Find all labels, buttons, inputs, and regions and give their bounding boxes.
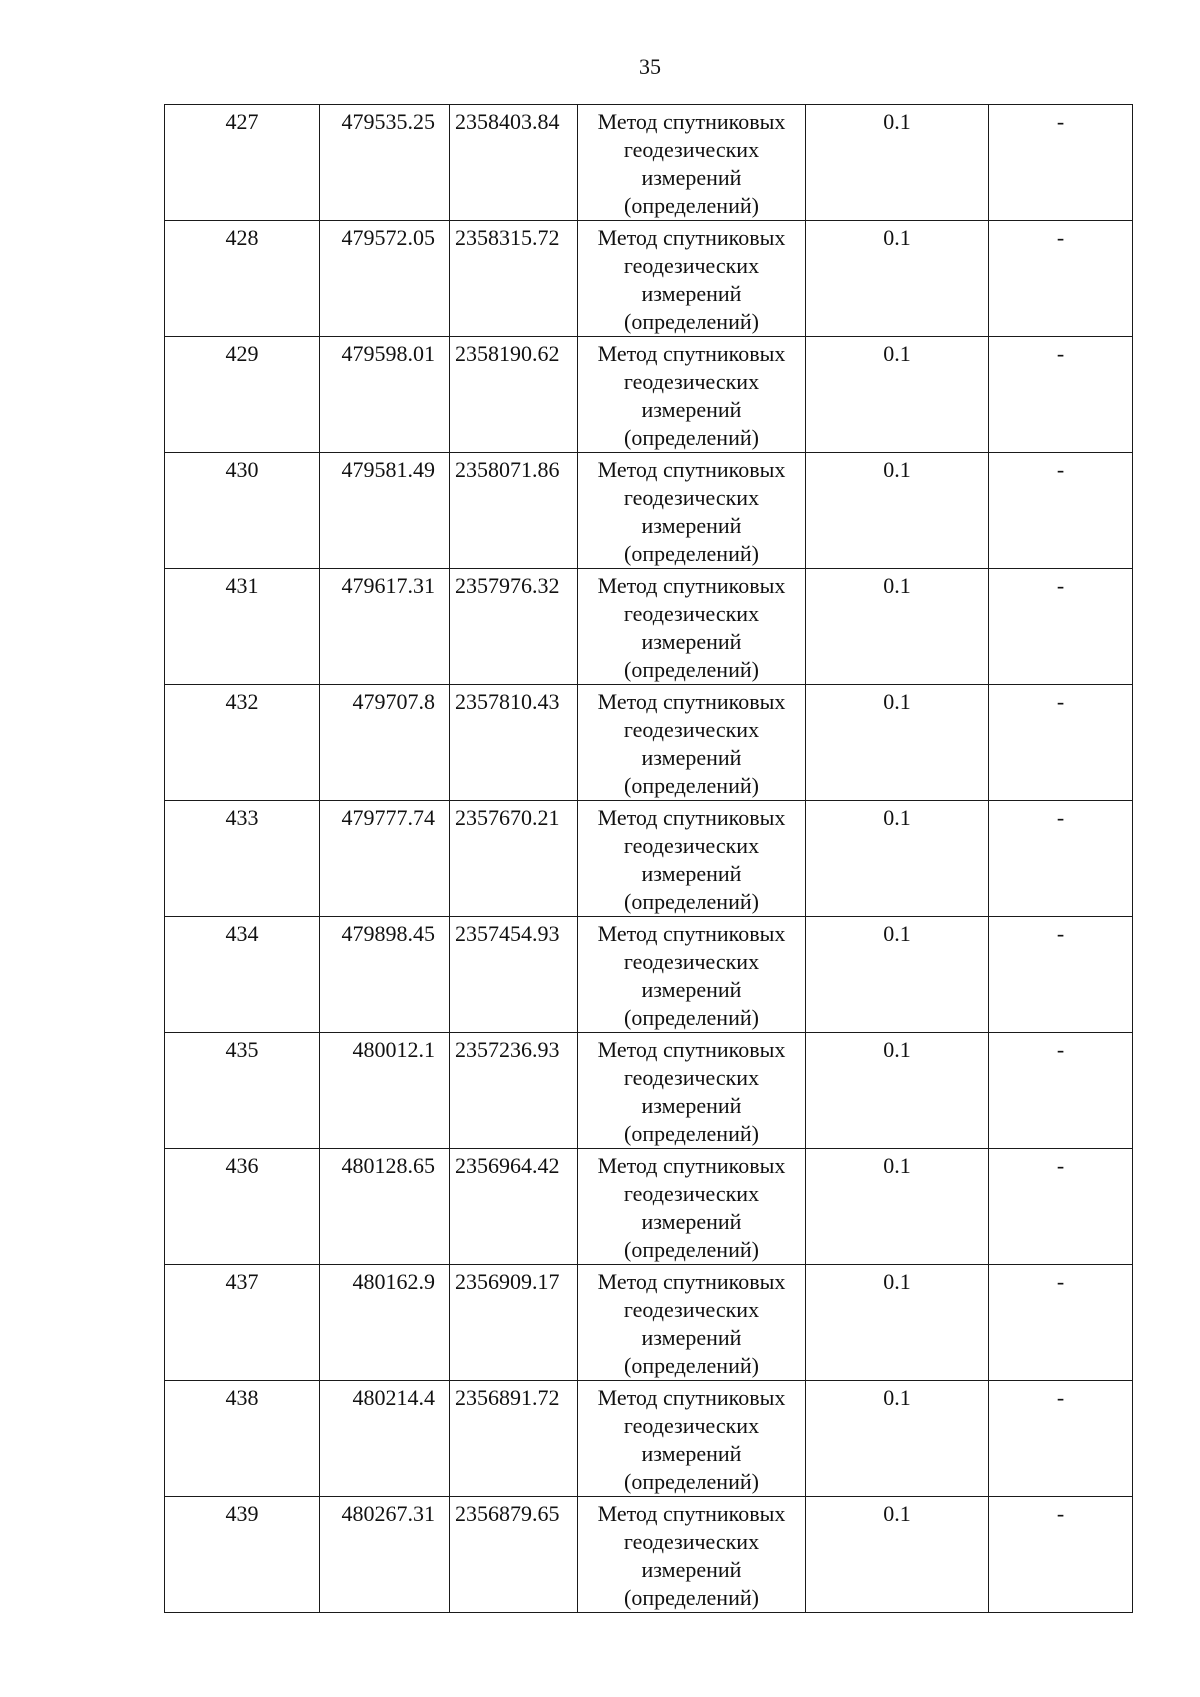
accuracy-cell: 0.1 <box>806 685 989 801</box>
method-text-line: (определений) <box>624 773 759 798</box>
method-text-line: Метод спутниковых <box>597 689 786 714</box>
y-coordinate-cell: 2358403.84 <box>450 105 578 221</box>
method-text-line: Метод спутниковых <box>597 805 786 830</box>
method-text-line: геодезических <box>623 717 760 742</box>
description-cell: - <box>989 1497 1133 1613</box>
accuracy-cell: 0.1 <box>806 801 989 917</box>
method-text-line: измерений <box>641 1557 742 1582</box>
table-row <box>165 801 1133 917</box>
accuracy-cell: 0.1 <box>806 1265 989 1381</box>
y-coordinate-cell: 2357454.93 <box>450 917 578 1033</box>
point-number-cell: 429 <box>165 337 320 453</box>
x-coordinate-cell: 479572.05 <box>320 221 450 337</box>
method-cell <box>578 453 806 569</box>
method-text-line: Метод спутниковых <box>597 109 786 134</box>
table-row <box>165 337 1133 453</box>
description-cell: - <box>989 685 1133 801</box>
x-coordinate-cell: 479581.49 <box>320 453 450 569</box>
method-text-line: (определений) <box>624 1585 759 1610</box>
y-coordinate-cell: 2356909.17 <box>450 1265 578 1381</box>
method-text-line: (определений) <box>624 1121 759 1146</box>
accuracy-cell: 0.1 <box>806 569 989 685</box>
method-cell <box>578 1381 806 1497</box>
description-cell: - <box>989 801 1133 917</box>
y-coordinate-cell: 2356879.65 <box>450 1497 578 1613</box>
point-number-cell: 439 <box>165 1497 320 1613</box>
method-text-line: геодезических <box>623 1181 760 1206</box>
method-text-line: измерений <box>641 861 742 886</box>
y-coordinate-cell: 2358071.86 <box>450 453 578 569</box>
method-text-line: измерений <box>641 1441 742 1466</box>
method-text-line: геодезических <box>623 949 760 974</box>
accuracy-cell: 0.1 <box>806 221 989 337</box>
table-row <box>165 1497 1133 1613</box>
x-coordinate-cell: 479535.25 <box>320 105 450 221</box>
method-cell <box>578 1033 806 1149</box>
accuracy-cell: 0.1 <box>806 917 989 1033</box>
method-text-line: геодезических <box>623 601 760 626</box>
table-row <box>165 105 1133 221</box>
point-number-cell: 435 <box>165 1033 320 1149</box>
method-text-line: Метод спутниковых <box>597 1501 786 1526</box>
method-text-line: измерений <box>641 745 742 770</box>
point-number-cell: 437 <box>165 1265 320 1381</box>
method-text-line: геодезических <box>623 369 760 394</box>
description-cell: - <box>989 1033 1133 1149</box>
y-coordinate-cell: 2357976.32 <box>450 569 578 685</box>
method-text-line: Метод спутниковых <box>597 921 786 946</box>
method-text-line: измерений <box>641 513 742 538</box>
description-cell: - <box>989 917 1133 1033</box>
point-number-cell: 432 <box>165 685 320 801</box>
point-number-cell: 433 <box>165 801 320 917</box>
description-cell: - <box>989 221 1133 337</box>
x-coordinate-cell: 480128.65 <box>320 1149 450 1265</box>
method-text-line: Метод спутниковых <box>597 457 786 482</box>
x-coordinate-cell: 480214.4 <box>320 1381 450 1497</box>
x-coordinate-cell: 479707.8 <box>320 685 450 801</box>
method-cell <box>578 801 806 917</box>
table-row <box>165 685 1133 801</box>
accuracy-cell: 0.1 <box>806 105 989 221</box>
y-coordinate-cell: 2357670.21 <box>450 801 578 917</box>
method-text-line: измерений <box>641 1325 742 1350</box>
method-text-line: Метод спутниковых <box>597 1385 786 1410</box>
point-number-cell: 430 <box>165 453 320 569</box>
accuracy-cell: 0.1 <box>806 1149 989 1265</box>
accuracy-cell: 0.1 <box>806 337 989 453</box>
method-text-line: геодезических <box>623 1529 760 1554</box>
method-text-line: геодезических <box>623 833 760 858</box>
x-coordinate-cell: 480162.9 <box>320 1265 450 1381</box>
table-row <box>165 1149 1133 1265</box>
description-cell: - <box>989 453 1133 569</box>
accuracy-cell: 0.1 <box>806 453 989 569</box>
method-cell <box>578 569 806 685</box>
method-cell <box>578 1497 806 1613</box>
method-text-line: геодезических <box>623 1297 760 1322</box>
table-row <box>165 569 1133 685</box>
description-cell: - <box>989 1149 1133 1265</box>
method-text-line: Метод спутниковых <box>597 225 786 250</box>
table-row <box>165 1265 1133 1381</box>
method-text-line: (определений) <box>624 657 759 682</box>
method-text-line: (определений) <box>624 541 759 566</box>
method-text-line: (определений) <box>624 1237 759 1262</box>
description-cell: - <box>989 569 1133 685</box>
x-coordinate-cell: 479777.74 <box>320 801 450 917</box>
method-text-line: измерений <box>641 165 742 190</box>
method-text-line: Метод спутниковых <box>597 1037 786 1062</box>
point-number-cell: 434 <box>165 917 320 1033</box>
y-coordinate-cell: 2358190.62 <box>450 337 578 453</box>
method-cell <box>578 685 806 801</box>
page-number: 35 <box>639 54 661 79</box>
method-text-line: Метод спутниковых <box>597 1153 786 1178</box>
method-text-line: измерений <box>641 281 742 306</box>
method-text-line: измерений <box>641 977 742 1002</box>
table-row <box>165 917 1133 1033</box>
point-number-cell: 431 <box>165 569 320 685</box>
method-cell <box>578 221 806 337</box>
method-cell <box>578 1149 806 1265</box>
method-text-line: (определений) <box>624 193 759 218</box>
x-coordinate-cell: 479617.31 <box>320 569 450 685</box>
x-coordinate-cell: 480012.1 <box>320 1033 450 1149</box>
method-text-line: измерений <box>641 629 742 654</box>
description-cell: - <box>989 337 1133 453</box>
method-text-line: геодезических <box>623 137 760 162</box>
method-text-line: геодезических <box>623 1413 760 1438</box>
method-cell <box>578 337 806 453</box>
method-cell <box>578 105 806 221</box>
method-cell <box>578 917 806 1033</box>
method-text-line: измерений <box>641 1093 742 1118</box>
x-coordinate-cell: 479598.01 <box>320 337 450 453</box>
method-text-line: измерений <box>641 1209 742 1234</box>
description-cell: - <box>989 1265 1133 1381</box>
accuracy-cell: 0.1 <box>806 1497 989 1613</box>
table-row <box>165 453 1133 569</box>
table-row <box>165 1033 1133 1149</box>
point-number-cell: 436 <box>165 1149 320 1265</box>
accuracy-cell: 0.1 <box>806 1033 989 1149</box>
accuracy-cell: 0.1 <box>806 1381 989 1497</box>
method-text-line: (определений) <box>624 1005 759 1030</box>
x-coordinate-cell: 479898.45 <box>320 917 450 1033</box>
method-cell <box>578 1265 806 1381</box>
method-text-line: (определений) <box>624 425 759 450</box>
method-text-line: (определений) <box>624 1353 759 1378</box>
description-cell: - <box>989 105 1133 221</box>
table-row <box>165 1381 1133 1497</box>
method-text-line: Метод спутниковых <box>597 341 786 366</box>
y-coordinate-cell: 2356891.72 <box>450 1381 578 1497</box>
y-coordinate-cell: 2356964.42 <box>450 1149 578 1265</box>
y-coordinate-cell: 2357810.43 <box>450 685 578 801</box>
point-number-cell: 428 <box>165 221 320 337</box>
method-text-line: Метод спутниковых <box>597 1269 786 1294</box>
y-coordinate-cell: 2357236.93 <box>450 1033 578 1149</box>
coordinates-table <box>164 104 1133 1613</box>
method-text-line: геодезических <box>623 485 760 510</box>
method-text-line: измерений <box>641 397 742 422</box>
point-number-cell: 438 <box>165 1381 320 1497</box>
y-coordinate-cell: 2358315.72 <box>450 221 578 337</box>
table-row <box>165 221 1133 337</box>
coordinates-table-body <box>165 105 1133 1613</box>
method-text-line: геодезических <box>623 1065 760 1090</box>
method-text-line: (определений) <box>624 309 759 334</box>
x-coordinate-cell: 480267.31 <box>320 1497 450 1613</box>
method-text-line: геодезических <box>623 253 760 278</box>
method-text-line: (определений) <box>624 1469 759 1494</box>
description-cell: - <box>989 1381 1133 1497</box>
point-number-cell: 427 <box>165 105 320 221</box>
method-text-line: Метод спутниковых <box>597 573 786 598</box>
method-text-line: (определений) <box>624 889 759 914</box>
